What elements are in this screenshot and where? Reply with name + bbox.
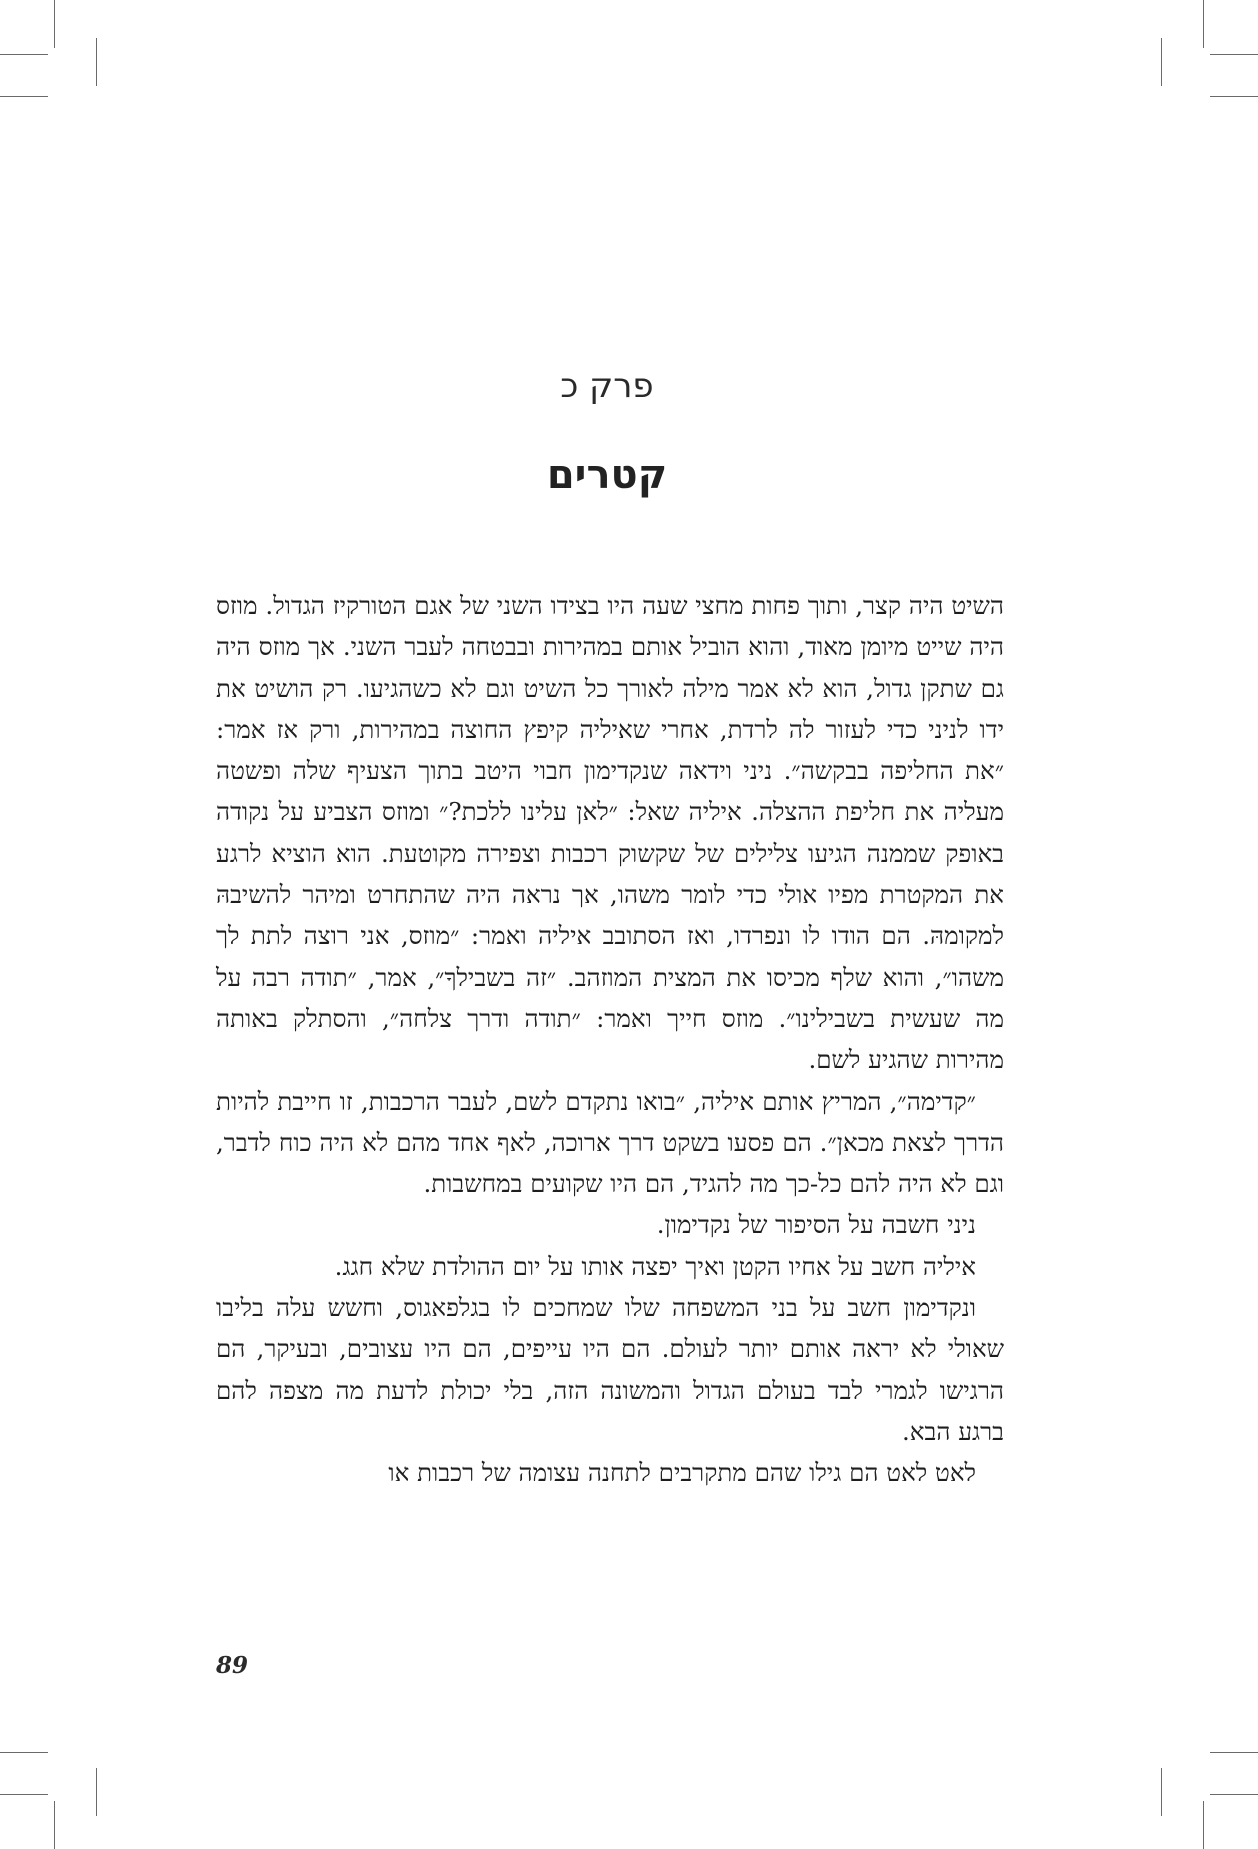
- paragraph: ״קדימה״, המריץ אותם איליה, ״בואו נתקדם לשם, לעבר הרכבות, זו חייבת להיות הדרך לצאת מכאן״. הם פסעו בשקט דרך ארוכה, לאף אחד מהם לא היה כוח לדבר, וגם לא היה להם כל-כך מה להגיד, הם היו שקועים במחשבות.: [216, 1086, 1004, 1199]
- body-text: [216, 585, 1004, 1494]
- crop-mark-bottom-right-v: [1203, 1801, 1204, 1849]
- crop-mark-top-left-h2: [0, 96, 48, 97]
- crop-mark-top-left-h: [0, 54, 48, 55]
- crop-mark-bottom-left-h: [0, 1752, 48, 1753]
- paragraph: ונקדימון חשב על בני המשפחה שלו שמחכים לו בגלפאגוס, וחשש עלה בליבו שאולי לא יראה אותם יותר לעולם. הם היו עייפים, הם היו עצובים, ובעיקר, הם הרגישו לגמרי לבד בעולם הגדול והמשונה הזה, בלי יכולת לדעת מה מצפה להם ברגע הבא.: [216, 1293, 1004, 1446]
- crop-mark-top-left-v2: [96, 38, 97, 86]
- paragraph: איליה חשב על אחיו הקטן ואיך יפצה אותו על יום ההולדת שלא חגג.: [334, 1251, 976, 1281]
- chapter-label: פרק כ: [560, 366, 654, 406]
- paragraph: לאט לאט הם גילו שהם מתקרבים לתחנה עצומה של רכבות או: [388, 1458, 976, 1488]
- crop-mark-bottom-left-v2: [96, 1768, 97, 1816]
- crop-mark-bottom-right-v2: [1161, 1768, 1162, 1816]
- crop-mark-top-right-h2: [1210, 96, 1258, 97]
- chapter-title: קטרים: [546, 452, 668, 498]
- crop-mark-top-right-v2: [1161, 38, 1162, 86]
- crop-mark-bottom-right-h2: [1210, 1794, 1258, 1795]
- crop-mark-top-right-v: [1203, 0, 1204, 48]
- paragraph: השיט היה קצר, ותוך פחות מחצי שעה היו בצידו השני של אגם הטורקיז הגדול. מוזס היה שייט מיומן מאוד, והוא הוביל אותם במהירות ובבטחה לעבר השני. אך מוזס היה גם שתקן גדול, הוא לא אמר מילה לאורך כל השיט וגם לא כשהגיעו. רק הושיט את ידו לניני כדי לעזור לה לרדת, אחרי שאיליה קיפץ החוצה במהירות, ורק אז אמר: ״את החליפה בבקשה״. ניני וידאה שנקדימון חבוי היטב בתוך הצעיף שלה ופשטה מעליה את חליפת ההצלה. איליה שאל: ״לאן עלינו ללכת?״ ומוזס הצביע על נקודה באופק שממנה הגיעו צלילים של שקשוק רכבות וצפירה מקוטעת. הוא הוציא לרגע את המקטרת מפיו אולי כדי לומר משהו, אך נראה היה שהתחרט ומיהר להשיבהּ למקומהּ. הם הודו לו ונפרדו, ואז הסתובב איליה ואמר: ״מוזס, אני רוצה לתת לך משהו״, והוא שלף מכיסו את המצית המוזהב. ״זה בשבילךָ״, אמר, ״תודה רבה על מה שעשית בשבילינו״. מוזס חייך ואמר: ״תודה ודרך צלחה״, והסתלק באותה מהירות שהגיע לשם.: [216, 591, 1004, 1075]
- crop-mark-bottom-right-h: [1210, 1752, 1258, 1753]
- crop-mark-top-left-v: [54, 0, 55, 48]
- paragraph: ניני חשבה על הסיפור של נקדימון.: [656, 1210, 976, 1240]
- page-number: 89: [216, 1652, 249, 1679]
- crop-mark-bottom-left-v: [54, 1801, 55, 1849]
- crop-mark-top-right-h: [1210, 54, 1258, 55]
- crop-mark-bottom-left-h2: [0, 1794, 48, 1795]
